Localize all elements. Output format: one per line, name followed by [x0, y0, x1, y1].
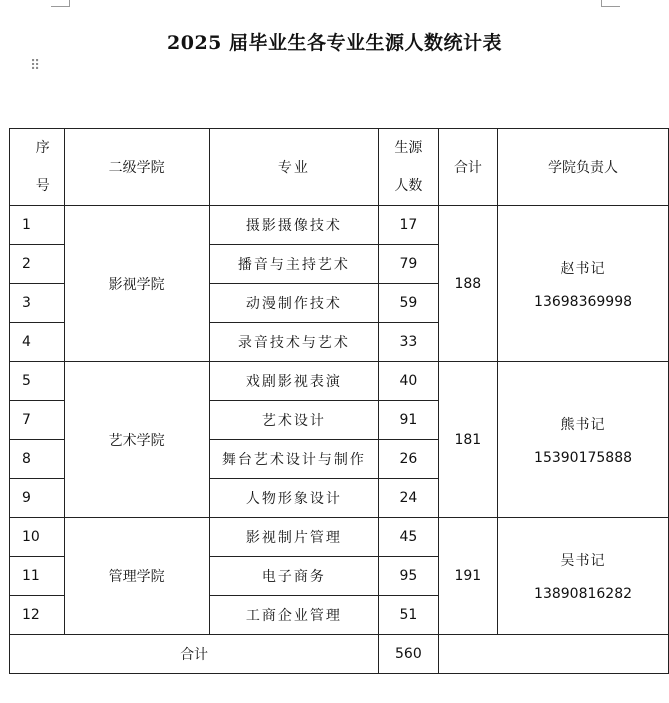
student-count: 33	[379, 323, 438, 362]
college-leader	[498, 206, 669, 362]
student-count: 95	[379, 557, 438, 596]
major-name: 艺术设计	[209, 401, 379, 440]
header-count	[379, 129, 438, 206]
major-name: 动漫制作技术	[209, 284, 379, 323]
leader-phone: 15390175888	[534, 449, 633, 466]
header-count-line1: 生源	[394, 140, 423, 156]
table-row	[10, 518, 669, 557]
row-number: 8	[10, 440, 65, 479]
student-count: 79	[379, 245, 438, 284]
row-number: 3	[10, 284, 65, 323]
college-subtotal: 188	[438, 206, 497, 362]
header-leader: 学院负责人	[498, 129, 669, 206]
student-count: 26	[379, 440, 438, 479]
major-name: 电子商务	[209, 557, 379, 596]
student-count: 45	[379, 518, 438, 557]
student-count: 40	[379, 362, 438, 401]
page-corner-mark-left	[51, 0, 70, 7]
student-count: 17	[379, 206, 438, 245]
enrollment-table	[9, 128, 669, 674]
college-subtotal: 181	[438, 362, 497, 518]
college-leader	[498, 362, 669, 518]
header-major: 专业	[209, 129, 379, 206]
college-leader	[498, 518, 669, 635]
student-count: 91	[379, 401, 438, 440]
total-value: 560	[379, 635, 438, 674]
major-name: 工商企业管理	[209, 596, 379, 635]
college-subtotal: 191	[438, 518, 497, 635]
row-number: 10	[10, 518, 65, 557]
row-number: 1	[10, 206, 65, 245]
student-count: 24	[379, 479, 438, 518]
page-corner-mark-right	[601, 0, 620, 7]
leader-name: 赵书记	[560, 260, 606, 277]
leader-phone: 13698369998	[534, 293, 633, 310]
major-name: 舞台艺术设计与制作	[209, 440, 379, 479]
table-row	[10, 362, 669, 401]
header-college: 二级学院	[64, 129, 209, 206]
major-name: 戏剧影视表演	[209, 362, 379, 401]
row-number: 2	[10, 245, 65, 284]
major-name: 录音技术与艺术	[209, 323, 379, 362]
major-name: 摄影摄像技术	[209, 206, 379, 245]
student-count: 59	[379, 284, 438, 323]
major-name: 人物形象设计	[209, 479, 379, 518]
total-empty-cell	[438, 635, 668, 674]
college-name: 艺术学院	[64, 362, 209, 518]
table-row	[10, 206, 669, 245]
document-title: 2025 届毕业生各专业生源人数统计表	[167, 32, 502, 54]
college-name: 影视学院	[64, 206, 209, 362]
table-body	[10, 206, 669, 635]
row-number: 12	[10, 596, 65, 635]
leader-phone: 13890816282	[534, 586, 633, 602]
header-subtotal: 合计	[438, 129, 497, 206]
header-no-line2: 号	[35, 178, 50, 194]
row-number: 7	[10, 401, 65, 440]
row-number: 9	[10, 479, 65, 518]
drag-handle-icon[interactable]: ⠿	[30, 58, 41, 74]
leader-name: 吴书记	[560, 553, 606, 569]
row-number: 5	[10, 362, 65, 401]
total-row	[10, 635, 669, 674]
table-header-row	[10, 129, 669, 206]
row-number: 4	[10, 323, 65, 362]
header-count-line2: 人数	[394, 178, 423, 194]
leader-name: 熊书记	[560, 416, 606, 433]
student-count: 51	[379, 596, 438, 635]
header-no-line1: 序	[35, 140, 50, 156]
major-name: 影视制片管理	[209, 518, 379, 557]
row-number: 11	[10, 557, 65, 596]
header-no	[10, 129, 65, 206]
total-label: 合计	[10, 635, 379, 674]
major-name: 播音与主持艺术	[209, 245, 379, 284]
college-name: 管理学院	[64, 518, 209, 635]
